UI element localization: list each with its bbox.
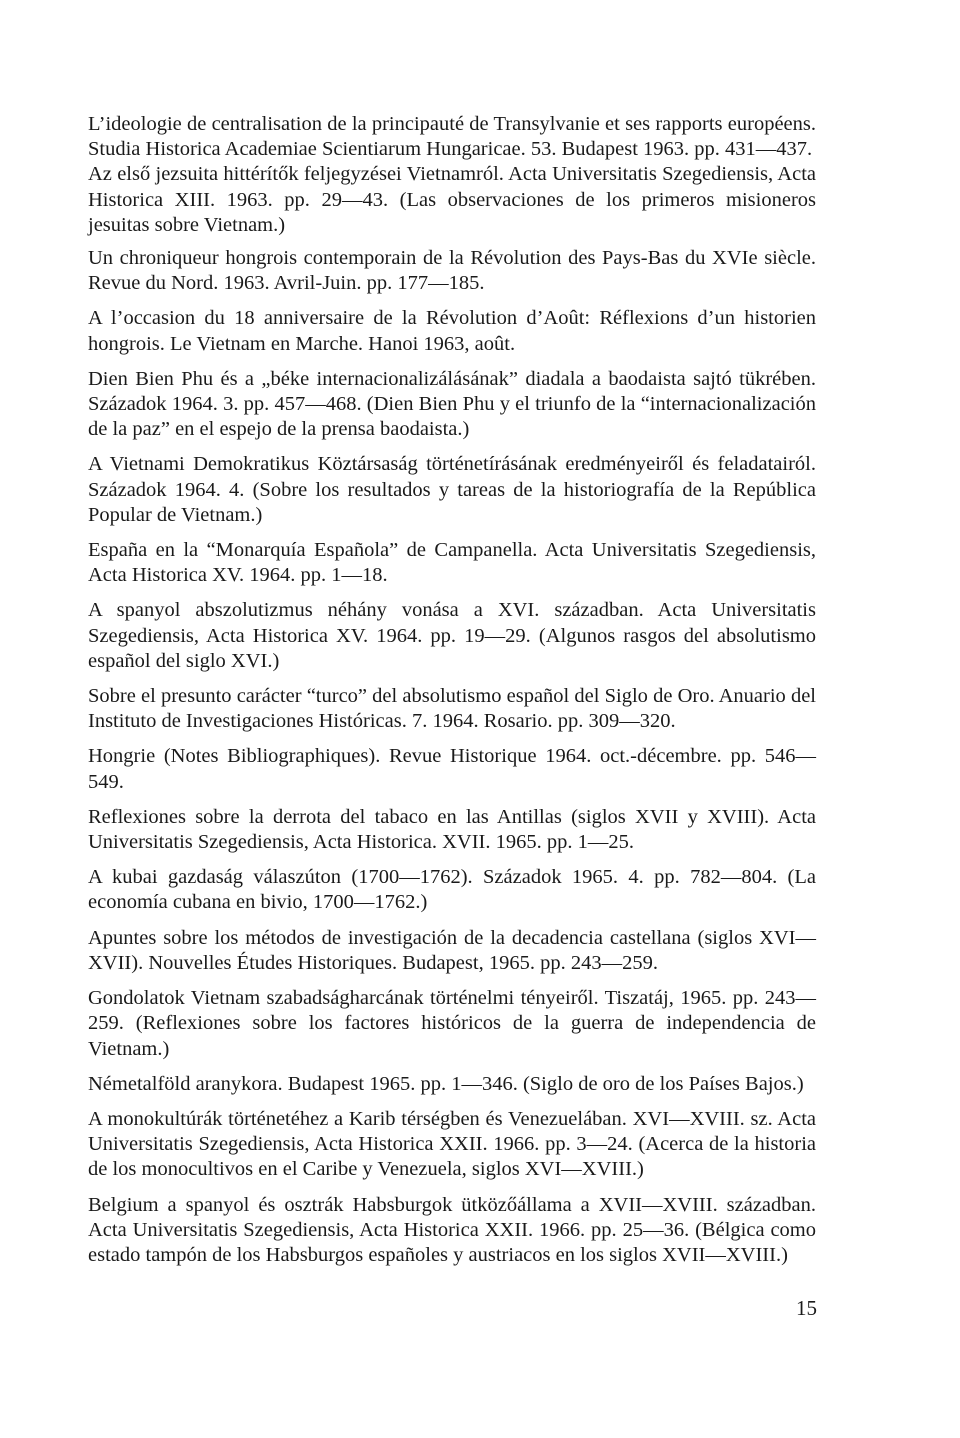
bibliography-entry: Dien Bien Phu és a „béke internacionalizálásának” diadala a baodaista sajtó tükrében. Századok 1964. 3. pp. 457—468. (Dien Bien Phu y el triunfo de la “internacionalización de la paz” en el espejo de la prensa baodaista.) xyxy=(88,367,816,441)
bibliography-entry: Apuntes sobre los métodos de investigación de la decadencia castellana (siglos XVI—XVII). Nouvelles Études Historiques. Budapest, 1965. pp. 243—259. xyxy=(88,926,816,974)
bibliography-entry: Gondolatok Vietnam szabadságharcának történelmi tényeiről. Tiszatáj, 1965. pp. 243—259. (Reflexiones sobre los factores históricos de la guerra de independencia de Vietnam.) xyxy=(88,987,816,1060)
bibliography-entry: Un chroniqueur hongrois contemporain de la Révolution des Pays-Bas du XVIe siècle. Revue du Nord. 1963. Avril-Juin. pp. 177—185. xyxy=(88,247,816,295)
bibliography-entry: Reflexiones sobre la derrota del tabaco en las Antillas (siglos XVII y XVIII). Acta Universitatis Szegediensis, Acta Historica. XVII. 1965. pp. 1—25. xyxy=(88,805,816,854)
bibliography-entry: L’ideologie de centralisation de la principauté de Transylvanie et ses rapports européens. Studia Historica Academiae Scientiarum Hungaricae. 53. Budapest 1963. pp. 431—437. xyxy=(88,113,816,161)
page-number: 15 xyxy=(796,1296,817,1320)
bibliography-entry: Az első jezsuita hittérítők feljegyzései Vietnamról. Acta Universitatis Szegediensis, Acta Historica XIII. 1963. pp. 29—43. (Las observaciones de los primeros misioneros jesuitas sobre Vietnam.) xyxy=(88,163,816,236)
bibliography-entry: A kubai gazdaság válaszúton (1700—1762). Századok 1965. 4. pp. 782—804. (La economía cubana en bivio, 1700—1762.) xyxy=(88,866,816,914)
bibliography-entry: Belgium a spanyol és osztrák Habsburgok ütközőállama a XVII—XVIII. században. Acta Universitatis Szegediensis, Acta Historica XXII. 1966. pp. 25—36. (Bélgica como estado tampón de los Habsburgos españoles y austriacos en los siglos XVII—XVIII.) xyxy=(88,1193,816,1266)
bibliography-entry: Sobre el presunto carácter “turco” del absolutismo español del Siglo de Oro. Anuario del Instituto de Investigaciones Históricas. 7. 1964. Rosario. pp. 309—320. xyxy=(88,685,816,733)
bibliography-entry: España en la “Monarquía Española” de Campanella. Acta Universitatis Szegediensis, Acta Historica XV. 1964. pp. 1—18. xyxy=(88,539,816,587)
bibliography-entry: A monokultúrák történetéhez a Karib térségben és Venezuelában. XVI—XVIII. sz. Acta Universitatis Szegediensis, Acta Historica XXII. 1966. pp. 3—24. (Acerca de la historia de los monocultivos en el Caribe y Venezuela, siglos XVI—XVIII.) xyxy=(88,1107,816,1181)
bibliography-list xyxy=(88,112,816,1268)
bibliography-entry: A spanyol abszolutizmus néhány vonása a XVI. században. Acta Universitatis Szegediensis, Acta Historica XV. 1964. pp. 19—29. (Algunos rasgos del absolutismo español del siglo XVI.) xyxy=(88,599,816,672)
bibliography-entry: A Vietnami Demokratikus Köztársaság történetírásának eredményeiről és feladatairól. Századok 1964. 4. (Sobre los resultados y tareas de la historiografía de la República Popular de Vietnam.) xyxy=(88,453,816,526)
bibliography-entry: Hongrie (Notes Bibliographiques). Revue Historique 1964. oct.-décembre. pp. 546—549. xyxy=(88,745,816,793)
bibliography-entry: Németalföld aranykora. Budapest 1965. pp. 1—346. (Siglo de oro de los Países Bajos.) xyxy=(88,1072,804,1095)
bibliography-entry: A l’occasion du 18 anniversaire de la Révolution d’Août: Réflexions d’un historien hongrois. Le Vietnam en Marche. Hanoi 1963, août. xyxy=(88,307,816,355)
